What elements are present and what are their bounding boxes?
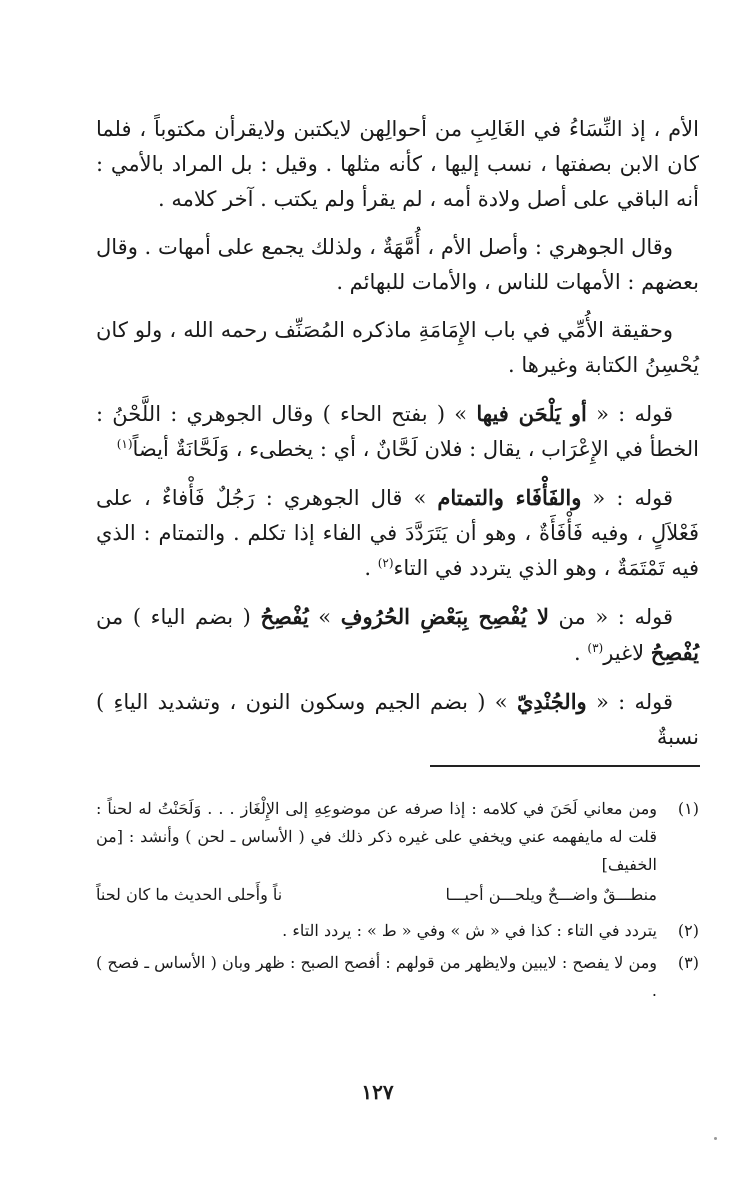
footnote-1-number: (١) (677, 799, 699, 818)
paragraph-5 (96, 480, 699, 586)
paragraph-7-quote: والجُنْدِيّ (516, 689, 587, 714)
paragraph-2 (96, 230, 699, 300)
footnote-1-body (96, 795, 657, 913)
footnote-ref-2[interactable]: (٢) (377, 556, 394, 570)
verse-second-hemistich: ناً وأَحلى الحديث ما كان لحناً (96, 885, 283, 904)
footnote-3-body (96, 949, 657, 1005)
paragraph-6-quote-3: يُفْصِحُ (650, 640, 699, 665)
footnote-1-verse (96, 881, 657, 909)
footnote-divider (430, 765, 700, 767)
page-number: ١٢٧ (361, 1080, 394, 1104)
scan-speck (714, 1137, 717, 1140)
paragraph-5-lead: قوله : « (581, 486, 674, 510)
paragraph-5-rest: » قال الجوهري : رَجُلٌ فَأْفاءٌ ، على فَعْلاَلٍ ، وفيه فَأْفَأَةٌ ، وهو أن يَتَرَدَّدَ في الفاء إذا تكلم . والتمتام : الذي فيه تَمْتَمَةٌ ، وهو الذي يتردد في التاء (96, 486, 699, 580)
footnote-2-text: يتردد في التاء : كذا في « ش » وفي « ط » : يردد التاء . (282, 921, 657, 940)
main-text-block (96, 112, 699, 768)
paragraph-7 (96, 684, 699, 755)
paragraph-6-quote: لا يُفْصِح بِبَعْضِ الحُرُوفِ (340, 604, 549, 629)
paragraph-1-text: الأم ، إذ النِّسَاءُ في الغَالِبِ من أحوالِهن لايكتبن ولايقرأن مكتوباً ، فلما كان الابن بصفتها ، نسب إليها ، كأنه مثلها . وقيل : بل المراد بالأمي : أنه الباقي على أصل ولادة أمه ، لم يقرأ ولم يكتب . آخر كلامه . (96, 117, 699, 211)
paragraph-1 (96, 112, 699, 217)
footnote-3-number: (٣) (677, 953, 699, 972)
footnote-ref-1[interactable]: (١) (116, 437, 133, 451)
footnote-ref-3[interactable]: (٣) (587, 641, 604, 655)
footnote-2-number: (٢) (677, 921, 699, 940)
paragraph-3-text: وحقيقة الأُمِّي في باب الإِمَامَةِ ماذكره المُصَنِّف رحمه الله ، ولو كان يُحْسِنُ الكتابة وغيرها . (96, 318, 699, 377)
footnote-3 (96, 949, 699, 1005)
paragraph-7-lead: قوله : « (586, 690, 674, 714)
footnote-2-body (96, 917, 657, 945)
paragraph-4-quote: أو يَلْحَن فيها (476, 401, 587, 426)
paragraph-6-rest-2: لاغير (603, 641, 651, 665)
paragraph-6-quote-2: يُفْصِحُ (260, 604, 309, 629)
paragraph-6-end: . (574, 641, 588, 665)
paragraph-6 (96, 599, 699, 671)
footnote-1-text: ومن معاني لَحَنَ في كلامه : إذا صرفه عن موضوعِهِ إلى الإِلْغَاز . . . وَلَحَنْتُ له لحناً : قلت له مايفهمه عني ويخفي على غيره ذكر ذلك في ( الأساس ـ لحن ) وأنشد : [من الخفيف] (96, 799, 658, 874)
paragraph-3 (96, 313, 699, 383)
footnote-2 (96, 917, 699, 945)
paragraph-4-lead: قوله : « (586, 402, 674, 426)
paragraph-2-text: وقال الجوهري : وأصل الأم ، أُمَّهَةٌ ، ولذلك يجمع على أمهات . وقال بعضهم : الأمهات للناس ، والأمات للبهائم . (96, 235, 699, 294)
paragraph-5-quote: والفَأْفَاء والتمتام (437, 485, 582, 510)
footnote-1 (96, 795, 699, 913)
paragraph-4-rest: » ( بفتح الحاء ) وقال الجوهري : اللَّحْنُ : الخطأ في الإِعْرَاب ، يقال : فلان لَحَّانٌ ، أي : يخطىء ، وَلَحَّانَةٌ أيضاً (96, 402, 699, 461)
paragraph-6-mid: » (308, 605, 341, 629)
paragraph-4 (96, 396, 699, 467)
paragraph-6-rest: ( بضم الياء ) من (96, 605, 261, 629)
paragraph-6-lead: قوله : « من (548, 605, 673, 629)
footnote-3-text: ومن لا يفصح : لايبين ولايظهر من قولهم : أفصح الصبح : ظهر وبان ( الأساس ـ فصح ) . (96, 953, 657, 1000)
footnotes-block (96, 795, 699, 1009)
paragraph-5-end: . (364, 556, 378, 580)
verse-first-hemistich: منطـــقٌ واضـــحٌ ويلحـــن أحيـــا (445, 885, 657, 904)
paragraph-7-rest: » ( بضم الجيم وسكون النون ، وتشديد الياءِ ) نسبةٌ (96, 690, 699, 749)
